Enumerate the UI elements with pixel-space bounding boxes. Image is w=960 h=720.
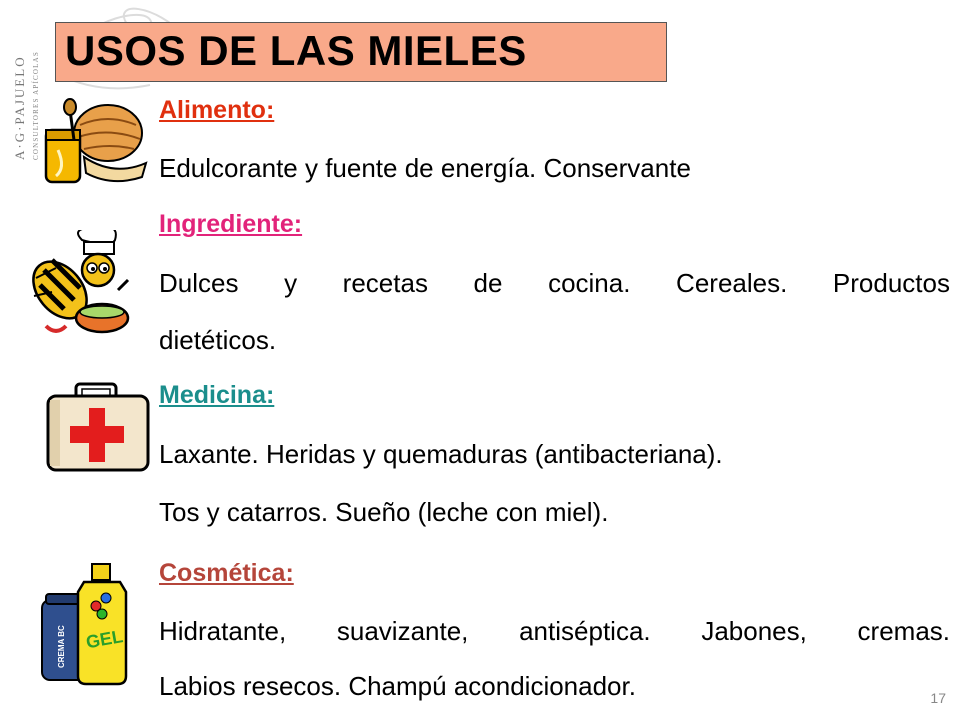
text-medicina-2: Tos y catarros. Sueño (leche con miel). [159, 497, 609, 527]
svg-text:A·G·PAJUELO: A·G·PAJUELO [12, 55, 27, 160]
text-ingrediente-2: dietéticos. [159, 325, 277, 355]
page-number: 17 [930, 690, 946, 706]
text-cosmetica-2: Labios resecos. Champú acondicionador. [159, 671, 636, 701]
heading-ingrediente: Ingrediente: [159, 210, 303, 238]
page-title: USOS DE LAS MIELES [65, 27, 527, 74]
text-alimento-1: Edulcorante y fuente de energía. Conservante [159, 153, 691, 183]
text-ingrediente-1: Dulces y recetas de cocina. Cereales. Productos [159, 268, 950, 298]
text-medicina-1: Laxante. Heridas y quemaduras (antibacteriana). [159, 439, 723, 469]
gel-bottle-icon [40, 560, 140, 695]
text-cosmetica-1: Hidratante, suavizante, antiséptica. Jabones, cremas. [159, 616, 950, 646]
chef-bee-icon [32, 230, 142, 350]
honey-bread-icon [40, 95, 150, 200]
first-aid-kit-icon [44, 380, 156, 480]
title-banner [55, 22, 667, 82]
jar-label: CREMA BC [57, 625, 66, 668]
gel-label: GEL [84, 626, 125, 653]
heading-medicina: Medicina: [159, 381, 275, 409]
heading-alimento: Alimento: [159, 96, 275, 124]
svg-text:CONSULTORES APÍCOLAS: CONSULTORES APÍCOLAS [32, 51, 40, 160]
heading-cosmetica: Cosmética: [159, 559, 294, 587]
